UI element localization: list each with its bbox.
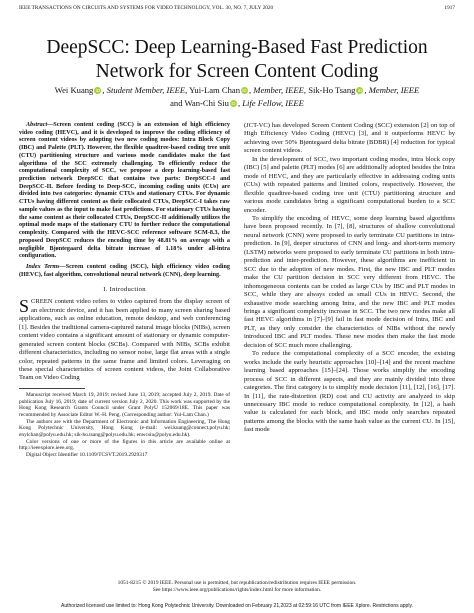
author-list xyxy=(0,84,474,110)
orcid-icon[interactable]: iD xyxy=(242,88,247,93)
author-name: , Yui-Lam Chan xyxy=(185,85,240,95)
title-line-2: Network for Screen Content Coding xyxy=(95,61,379,82)
left-column xyxy=(19,122,230,458)
abstract-text: —Screen content coding (SCC) is an extension of high efficiency video coding (HEVC), and it is developed to improve the coding efficiency of screen content videos by adopting two new coding modes: Intra Block Copy (IBC) and Palette (PLT). However, the flexible quadtree-based coding tree unit (CTU) partitioning structure and various mode candidates make the fast algorithms of the SCC extremely challenging. To efficiently reduce the computational complexity of SCC, we propose a deep learning-based fast prediction network DeepSCC that contains two parts: DeepSCC-I and DeepSCC-II. Before feeding to Deep-SCC, incoming coding units (CUs) are divided into two categories: dynamic CTUs and stationary CTUs. For dynamic CTUs having different content as their collocated CTUs, DeepSCC-I takes raw sample values as the input to make fast predictions. For stationary CTUs having the same content as their collocated CTUs, DeepSCC-II additionally utilizes the optimal mode maps of the stationary CTU to further reduce the computational complexity. Compared with the HEVC-SCC reference software SCM-8.3, the proposed DeepSCC reduces the encoding time by 48.81% on average with a negligible Bjøntegaard delta bitrate increase of 1.18% under all-intra configuration. xyxy=(19,122,230,260)
journal-name: IEEE TRANSACTIONS ON CIRCUITS AND SYSTEMS FOR VIDEO TECHNOLOGY, VOL. 30, NO. 7, JULY 2020 xyxy=(19,5,274,11)
body-paragraph: To reduce the computational complexity of a SCC encoder, the existing works include the early heuristic approaches [10]–[14] and the recent machine learning based approaches [15]–[24]. Those works simplify the encoding process of SCC in different aspects, and they are mainly divided into three categories. The first category is to simplify mode decision [11], [12], [16], [17]. In [11], the rate-distortion (RD) cost and CU activity are analyzed to skip unnecessary IBC mode to reduce computational complexity. In [12], a hash value is calculated for each block, and IBC mode only searches repeated patterns among the blocks with the same hash value as the current CU. In [15], fast mode xyxy=(244,350,455,434)
page-number: 1917 xyxy=(444,5,455,11)
orcid-icon[interactable]: iD xyxy=(357,88,363,93)
intro-paragraph xyxy=(19,298,230,383)
author-affiliation: , Life Fellow, IEEE xyxy=(237,98,304,108)
running-header xyxy=(19,5,455,13)
author-name: Wei Kuang xyxy=(54,85,94,95)
download-notice: Authorized licensed use limited to: Hong Kong Polytechnic University. Downloaded on February 21,2023 at 02:59:16 UTC from IEEE Xplore. Restrictions apply. xyxy=(61,603,413,609)
drop-cap: S xyxy=(19,296,30,317)
copyright-line: 1051-8215 © 2019 IEEE. Personal use is permitted, but republication/redistribution requires IEEE permission. xyxy=(117,580,357,586)
author-line-2 xyxy=(0,97,474,110)
footnote-divider xyxy=(19,388,85,389)
footnote-affiliation: The authors are with the Department of Electronic and Information Engineering, The Hong Kong Polytechnic University, Hong Kong (e-mail: wei.kuang@connect.polyu.hk; enylchan@polyu.edu.hk; sik-ho.tsang@polyu.edu.hk; enwcsiu@polyu.edu.hk). xyxy=(19,418,230,438)
intro-text: CREEN content video refers to video captured from the display screen of an electronic device, and it has been applied to many screen sharing based applications, such as online education, remote desktop, and web conferencing [1]. Besides the traditional camera-captured natural image blocks (NIBs), screen content video contains a significant amount of stationary or dynamic computer-generated screen content blocks (SCBs). Compared with NIBs, SCBs exhibit different characteristics, including no sensor noise, large flat areas with a single color, repeated patterns in the same frame and limited colors. Leveraging on these special characteristics of screen content videos, the Joint Collaborative Team on Video Coding xyxy=(19,298,230,382)
author-affiliation: , Student Member, IEEE xyxy=(102,85,186,95)
body-paragraph: In the development of SCC, two important coding modes, intra block copy (IBC) [5] and palette (PLT) modes [6] are additionally adopted besides the Intra mode of HEVC, and they are particularly effective in addressing coding units (CUs) with repeated patterns and limited colors, respectively. However, the flexible quadtree-based coding tree unit (CTU) partitioning structure and various mode candidates bring a significant computational burden to a SCC encoder. xyxy=(244,155,455,214)
copyright-notice xyxy=(0,580,474,594)
author-name: and Wan-Chi Siu xyxy=(170,98,229,108)
index-terms-label: Index Terms xyxy=(26,263,60,270)
footnote-manuscript: Manuscript received March 19, 2019; revised June 13, 2019; accepted July 2, 2019. Date of publication July 16, 2019; date of current version July 2, 2020. This work was supported by the Hong Kong Research Grants Council under Grant PolyU 152069/18E. This paper was recommended by Associate Editor W.-H. Peng. (Corresponding author: Yui-Lam Chan.) xyxy=(19,391,230,418)
index-terms-text: —Screen content coding (SCC), high efficiency video coding (HEVC), fast algorithm, convolutional neural network (CNN), deep learning. xyxy=(19,263,230,278)
index-terms xyxy=(19,264,230,279)
body-paragraph: (JCT-VC) has developed Screen Content Coding (SCC) extension [2] on top of High Efficiency Video Coding (HEVC) [3], and it outperforms HEVC by achieving over 50% Bjøntegaard delta bitrate (BDBR) [4] reduction for typical screen content videos. xyxy=(244,122,455,155)
abstract xyxy=(19,122,230,261)
body-paragraph: To simplify the encoding of HEVC, some deep learning based algorithms have been proposed recently. In [7], [8], structures of shallow convolutional neural network (CNN) were proposed to early terminate CU partitions in intra-prediction. In [9], deeper structures of CNN and long- and short-term memory (LSTM) networks were proposed to early terminate CU partitions in both intra-prediction and inter-prediction. However, these algorithms are inefficient in SCC due to the adoption of new modes. First, the new IBC and PLT modes make the CU partition decision in SCC very different from HEVC. The inhomogeneous contents can be coded as large CUs by IBC and PLT modes in SCC, while they are always coded as small CUs in HEVC. Second, the exhaustive mode searching among Intra, and the new IBC and PLT modes brings a significant complexity increase in SCC. The two new modes make all fast HEVC algorithms in [7]–[9] fail in fast mode decision of Intra, IBC and PLT, as they only consider the characteristics of NIBs without the newly introduced IBC and PLT modes. These new modes then make the fast mode decision of SCC much more challenging. xyxy=(244,214,455,349)
rights-link-line[interactable]: See https://www.ieee.org/publications/rights/index.html for more information. xyxy=(152,587,322,593)
orcid-icon[interactable]: iD xyxy=(95,88,100,93)
author-affiliation: , Member, IEEE xyxy=(364,85,420,95)
footnote-color: Color versions of one or more of the figures in this article are available online at http://ieeexplore.ieee.org. xyxy=(19,438,230,452)
author-affiliation: , Member, IEEE xyxy=(249,85,304,95)
author-name: , Sik-Ho Tsang xyxy=(303,85,356,95)
orcid-icon[interactable]: iD xyxy=(231,101,236,106)
abstract-label: Abstract xyxy=(26,122,48,128)
title-line-1: DeepSCC: Deep Learning-Based Fast Prediction xyxy=(46,37,428,58)
author-line-1 xyxy=(0,84,474,97)
paper-title xyxy=(0,36,474,84)
section-heading: I. Introduction xyxy=(103,286,146,294)
footnote-doi: Digital Object Identifier 10.1109/TCSVT.2019.2929317 xyxy=(26,451,148,458)
right-column xyxy=(244,122,455,435)
